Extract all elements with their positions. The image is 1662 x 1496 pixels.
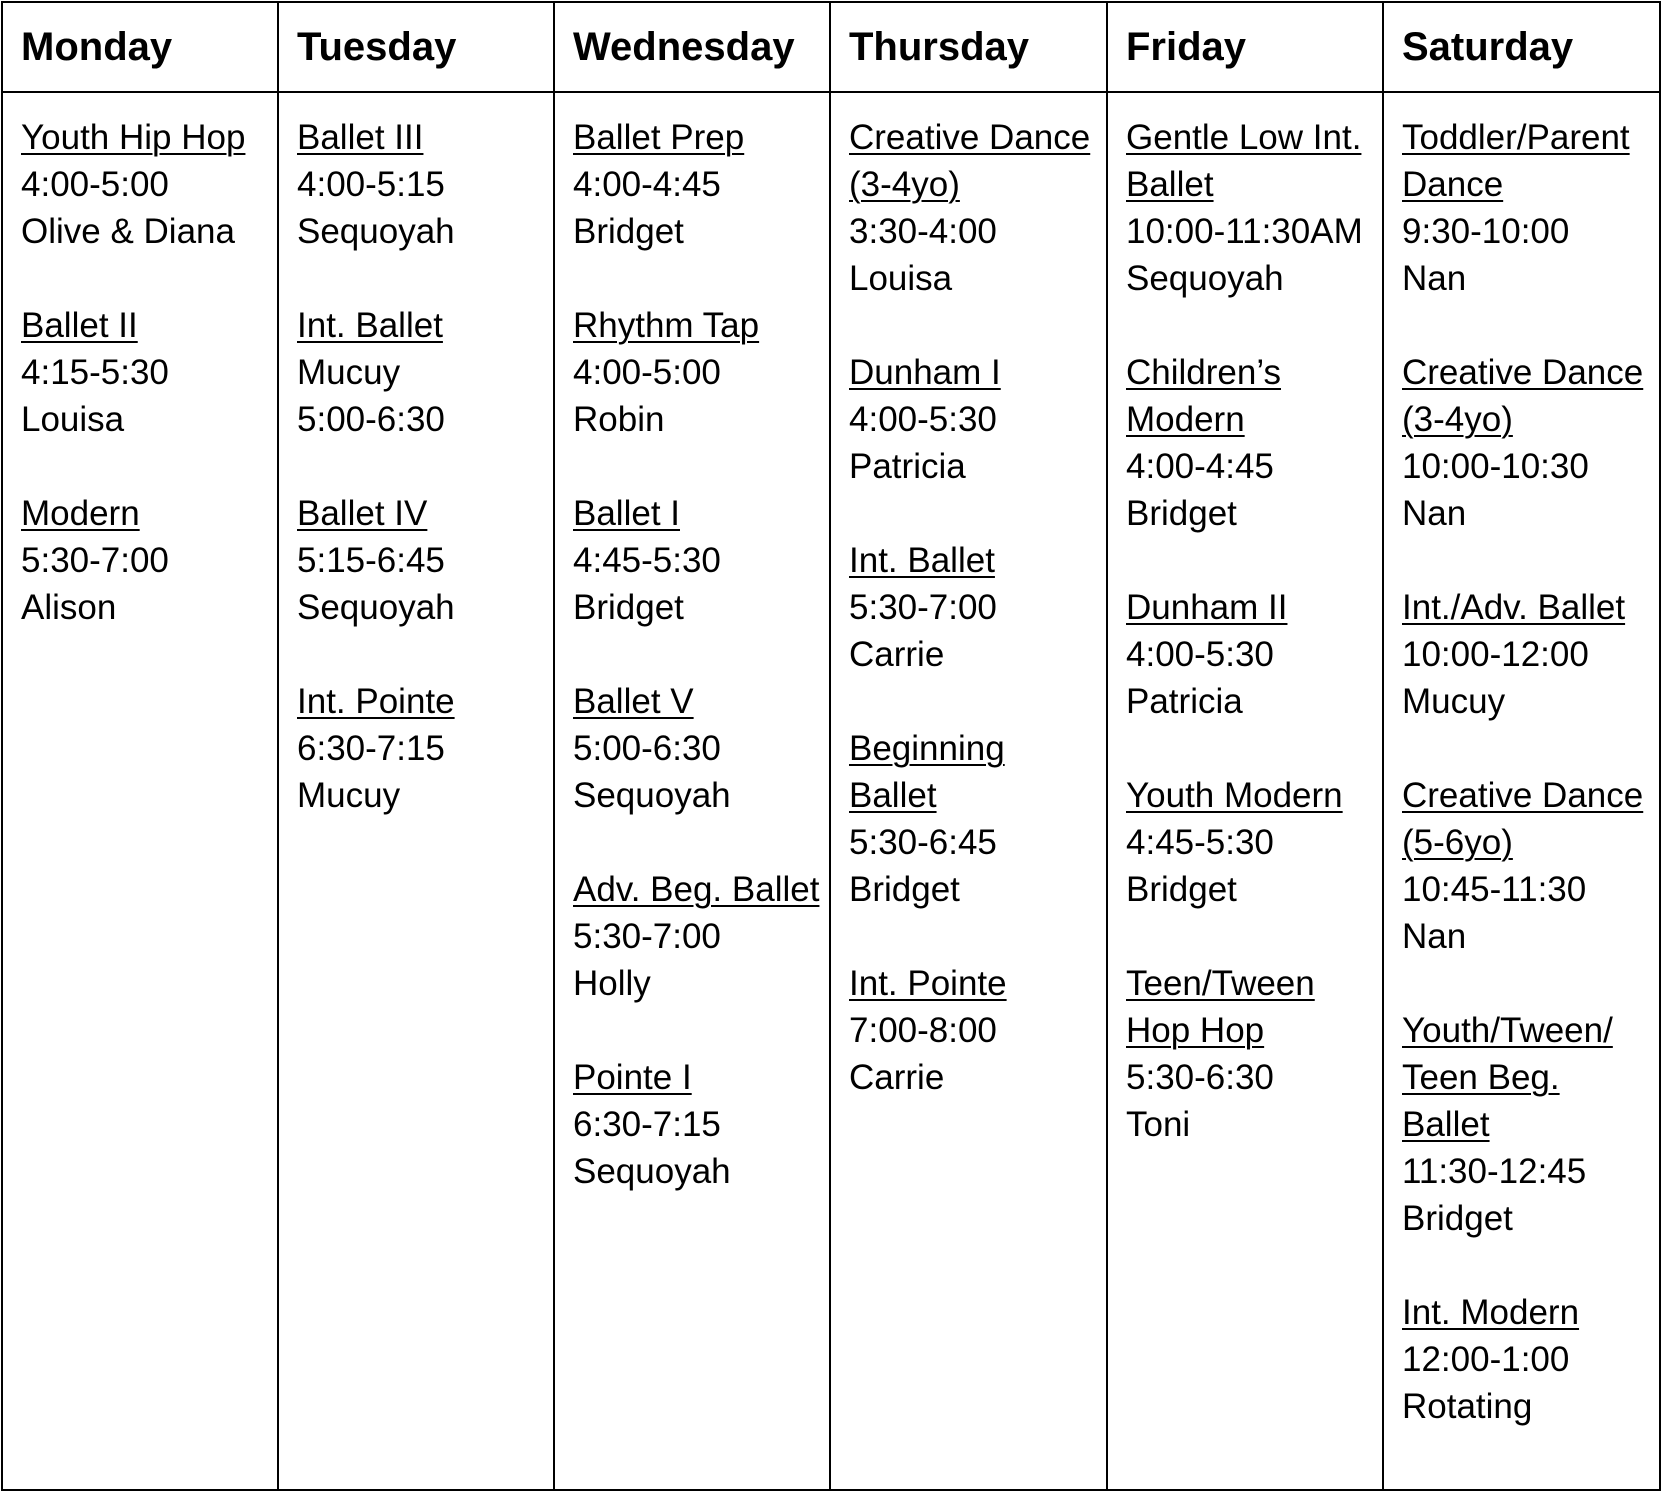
class-name: Ballet III: [297, 118, 424, 157]
class-time: 4:00-5:15: [297, 165, 445, 204]
class-time: 4:00-5:30: [849, 400, 997, 439]
class-teacher: Carrie: [849, 1058, 945, 1097]
class-schedule-table: [1, 1, 1661, 1491]
class-teacher: Toni: [1126, 1105, 1191, 1144]
day-column-saturday: [1383, 92, 1660, 1490]
class-time: 9:30-10:00: [1402, 212, 1570, 251]
class-name: Pointe I: [573, 1058, 692, 1097]
class-entry: [573, 678, 823, 819]
class-time: 4:45-5:30: [573, 541, 721, 580]
class-teacher: Bridget: [1126, 494, 1237, 533]
class-name: Gentle Low Int. Ballet: [1126, 118, 1362, 204]
class-entry: [1126, 114, 1376, 302]
class-time: 11:30-12:45: [1402, 1152, 1587, 1191]
class-entry: [849, 725, 1100, 913]
class-teacher: Bridget: [849, 870, 960, 909]
class-name: Int. Ballet: [297, 306, 443, 345]
class-teacher: Nan: [1402, 259, 1467, 298]
class-time: 4:00-5:00: [573, 353, 721, 392]
class-time: 10:00-11:30AM: [1126, 212, 1363, 251]
class-name: Int. Pointe: [297, 682, 455, 721]
class-name: Int. Pointe: [849, 964, 1007, 1003]
class-entry: [297, 114, 547, 255]
class-time: 10:45-11:30: [1402, 870, 1587, 909]
class-teacher: Mucuy: [297, 776, 401, 815]
class-entry: [297, 678, 547, 819]
class-name: Ballet II: [21, 306, 138, 345]
class-line-2: Mucuy: [297, 353, 401, 392]
class-name: Youth Hip Hop: [21, 118, 246, 157]
class-name: Modern: [21, 494, 140, 533]
class-name: Rhythm Tap: [573, 306, 760, 345]
class-entry: [1402, 1289, 1653, 1430]
day-header-row: [2, 2, 1660, 92]
class-time: 5:15-6:45: [297, 541, 445, 580]
class-teacher: Bridget: [573, 588, 684, 627]
class-teacher: Sequoyah: [1126, 259, 1284, 298]
class-teacher: Patricia: [1126, 682, 1243, 721]
class-time: 10:00-12:00: [1402, 635, 1589, 674]
day-column-thursday: [830, 92, 1107, 1490]
class-name: Teen/Tween Hop Hop: [1126, 964, 1315, 1050]
class-name: Int. Modern: [1402, 1293, 1580, 1332]
class-teacher: Olive & Diana: [21, 212, 235, 251]
classes-row: [2, 92, 1660, 1490]
class-time: 4:45-5:30: [1126, 823, 1274, 862]
class-entry: [1402, 772, 1653, 960]
class-entry: [1402, 114, 1653, 302]
class-teacher: Robin: [573, 400, 665, 439]
day-column-friday: [1107, 92, 1383, 1490]
class-teacher: Rotating: [1402, 1387, 1533, 1426]
class-entry: [1126, 584, 1376, 725]
class-teacher: Patricia: [849, 447, 966, 486]
class-name: Ballet IV: [297, 494, 428, 533]
class-time: 6:30-7:15: [297, 729, 445, 768]
class-teacher: Sequoyah: [297, 212, 455, 251]
class-time: 12:00-1:00: [1402, 1340, 1570, 1379]
class-name: Beginning Ballet: [849, 729, 1005, 815]
day-column-wednesday: [554, 92, 830, 1490]
class-name: Ballet I: [573, 494, 680, 533]
class-teacher: Sequoyah: [573, 776, 731, 815]
class-time: 4:00-4:45: [573, 165, 721, 204]
class-entry: [849, 349, 1100, 490]
class-entry: [573, 114, 823, 255]
class-entry: [1402, 349, 1653, 537]
class-name: Toddler/Parent Dance: [1402, 118, 1630, 204]
class-entry: [1402, 1007, 1653, 1242]
class-teacher: Bridget: [1402, 1199, 1513, 1238]
class-name: Creative Dance (5-6yo): [1402, 776, 1644, 862]
class-teacher: Mucuy: [1402, 682, 1506, 721]
class-time: 4:15-5:30: [21, 353, 169, 392]
class-teacher: Nan: [1402, 917, 1467, 956]
class-name: Int. Ballet: [849, 541, 995, 580]
class-entry: [573, 1054, 823, 1195]
class-time: 5:30-7:00: [849, 588, 997, 627]
day-column-monday: [2, 92, 278, 1490]
class-time: 5:30-7:00: [21, 541, 169, 580]
class-entry: [21, 114, 271, 255]
class-entry: [1402, 584, 1653, 725]
day-header-monday: Monday: [2, 2, 278, 92]
class-time: 5:30-6:30: [1126, 1058, 1274, 1097]
class-name: Creative Dance (3-4yo): [1402, 353, 1644, 439]
class-teacher: Carrie: [849, 635, 945, 674]
class-entry: [849, 960, 1100, 1101]
class-name: Dunham II: [1126, 588, 1288, 627]
class-entry: [849, 537, 1100, 678]
class-entry: [1126, 349, 1376, 537]
class-entry: [297, 490, 547, 631]
class-entry: [1126, 960, 1376, 1148]
class-name: Children’s Modern: [1126, 353, 1281, 439]
class-time: 3:30-4:00: [849, 212, 997, 251]
day-header-thursday: Thursday: [830, 2, 1107, 92]
class-name: Ballet Prep: [573, 118, 745, 157]
day-header-friday: Friday: [1107, 2, 1383, 92]
class-teacher: Sequoyah: [573, 1152, 731, 1191]
class-entry: [573, 866, 823, 1007]
class-time: 4:00-5:00: [21, 165, 169, 204]
class-time: 4:00-4:45: [1126, 447, 1274, 486]
class-name: Dunham I: [849, 353, 1001, 392]
class-time: 5:30-7:00: [573, 917, 721, 956]
class-time: 7:00-8:00: [849, 1011, 997, 1050]
class-teacher: Louisa: [21, 400, 125, 439]
class-teacher: Holly: [573, 964, 651, 1003]
day-header-wednesday: Wednesday: [554, 2, 830, 92]
class-teacher: Louisa: [849, 259, 953, 298]
class-name: Ballet V: [573, 682, 694, 721]
class-time: 5:00-6:30: [573, 729, 721, 768]
class-line-3: 5:00-6:30: [297, 400, 445, 439]
class-entry: [849, 114, 1100, 302]
class-teacher: Sequoyah: [297, 588, 455, 627]
class-entry: [21, 490, 271, 631]
day-header-tuesday: Tuesday: [278, 2, 554, 92]
class-teacher: Bridget: [573, 212, 684, 251]
day-column-tuesday: [278, 92, 554, 1490]
class-time: 6:30-7:15: [573, 1105, 721, 1144]
class-entry: [21, 302, 271, 443]
class-time: 4:00-5:30: [1126, 635, 1274, 674]
class-teacher: Nan: [1402, 494, 1467, 533]
class-entry: [573, 302, 823, 443]
class-teacher: Bridget: [1126, 870, 1237, 909]
day-header-saturday: Saturday: [1383, 2, 1660, 92]
class-entry: [573, 490, 823, 631]
class-time: 10:00-10:30: [1402, 447, 1589, 486]
class-name: Youth Modern: [1126, 776, 1343, 815]
class-name: Int./Adv. Ballet: [1402, 588, 1626, 627]
class-entry: [297, 302, 547, 443]
class-entry: [1126, 772, 1376, 913]
class-name: Adv. Beg. Ballet: [573, 870, 820, 909]
class-name: Youth/Tween/ Teen Beg. Ballet: [1402, 1011, 1613, 1144]
class-name: Creative Dance (3-4yo): [849, 118, 1091, 204]
class-teacher: Alison: [21, 588, 117, 627]
class-time: 5:30-6:45: [849, 823, 997, 862]
